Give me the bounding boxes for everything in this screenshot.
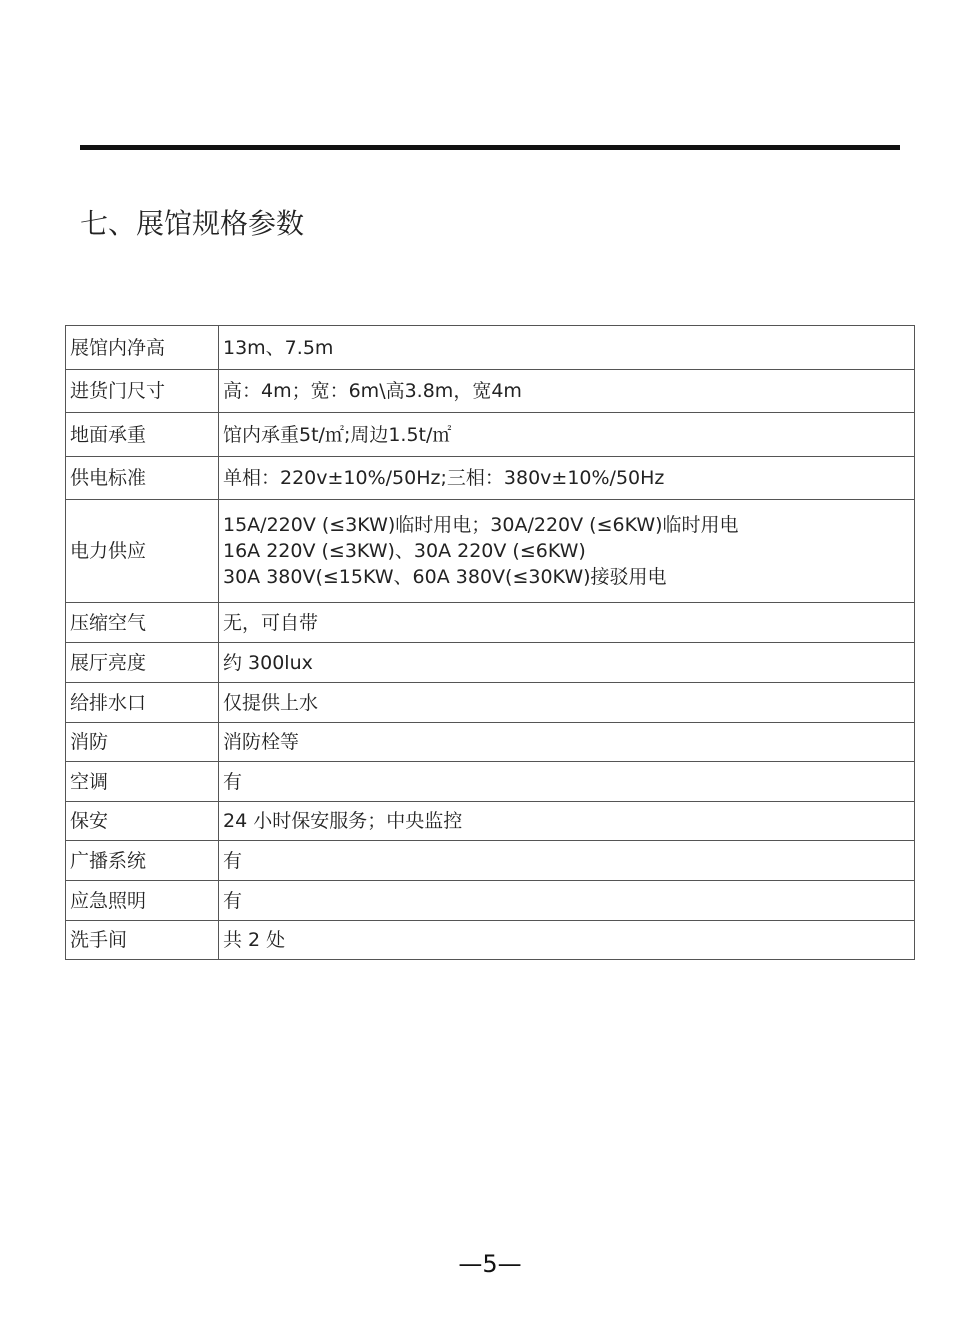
spec-label: 消防 xyxy=(66,723,219,762)
table-row xyxy=(66,762,915,802)
spec-value xyxy=(219,683,915,723)
spec-value xyxy=(219,603,915,643)
spec-value-line: 有 xyxy=(223,849,243,872)
spec-value-line: 15A/220V (≤3KW)临时用电；30A/220V (≤6KW)临时用电 xyxy=(223,514,739,536)
spec-value xyxy=(219,802,915,841)
spec-value-line: 有 xyxy=(223,889,243,912)
table-row xyxy=(66,881,915,921)
spec-value xyxy=(219,500,915,603)
table-row xyxy=(66,413,915,457)
table-row xyxy=(66,457,915,500)
spec-label: 给排水口 xyxy=(66,683,219,723)
table-row xyxy=(66,643,915,683)
spec-table xyxy=(65,325,915,960)
spec-label: 空调 xyxy=(66,762,219,802)
spec-label: 供电标准 xyxy=(66,457,219,500)
table-row xyxy=(66,326,915,370)
spec-label: 地面承重 xyxy=(66,413,219,457)
spec-value-line: 16A 220V (≤3KW)、30A 220V (≤6KW) xyxy=(223,540,586,562)
section-title: 七、展馆规格参数 xyxy=(80,207,305,240)
table-row xyxy=(66,500,915,603)
spec-value-line: 13m、7.5m xyxy=(223,336,334,359)
spec-value xyxy=(219,881,915,921)
spec-value xyxy=(219,723,915,762)
table-row xyxy=(66,841,915,881)
table-row xyxy=(66,603,915,643)
spec-value xyxy=(219,457,915,500)
spec-label: 展厅亮度 xyxy=(66,643,219,683)
spec-value xyxy=(219,413,915,457)
table-row xyxy=(66,683,915,723)
page-number: —5— xyxy=(458,1250,522,1278)
spec-value-line: 共 2 处 xyxy=(223,929,286,951)
spec-value-line: 24 小时保安服务；中央监控 xyxy=(223,810,463,832)
spec-label: 电力供应 xyxy=(66,500,219,603)
spec-value-line: 单相：220v±10%/50Hz;三相：380v±10%/50Hz xyxy=(223,467,665,489)
spec-label: 进货门尺寸 xyxy=(66,370,219,413)
spec-label: 应急照明 xyxy=(66,881,219,921)
spec-value xyxy=(219,762,915,802)
spec-value-line: 馆内承重5t/㎡;周边1.5t/㎡ xyxy=(223,423,452,446)
spec-value-line: 仅提供上水 xyxy=(223,691,319,714)
spec-value-line: 约 300lux xyxy=(223,651,313,674)
top-rule xyxy=(80,145,900,150)
spec-value-line: 无，可自带 xyxy=(223,611,319,634)
spec-label: 保安 xyxy=(66,802,219,841)
spec-value-line: 消防栓等 xyxy=(223,731,300,753)
spec-value xyxy=(219,326,915,370)
spec-label: 展馆内净高 xyxy=(66,326,219,370)
spec-label: 压缩空气 xyxy=(66,603,219,643)
spec-value-line: 高：4m；宽：6m\高3.8m，宽4m xyxy=(223,380,522,402)
spec-label: 洗手间 xyxy=(66,921,219,960)
spec-value-line: 有 xyxy=(223,770,243,793)
table-row xyxy=(66,723,915,762)
spec-value xyxy=(219,643,915,683)
spec-value xyxy=(219,921,915,960)
table-row xyxy=(66,370,915,413)
table-row xyxy=(66,802,915,841)
table-row xyxy=(66,921,915,960)
spec-value-line: 30A 380V(≤15KW、60A 380V(≤30KW)接驳用电 xyxy=(223,566,667,588)
spec-label: 广播系统 xyxy=(66,841,219,881)
spec-value xyxy=(219,370,915,413)
spec-value xyxy=(219,841,915,881)
